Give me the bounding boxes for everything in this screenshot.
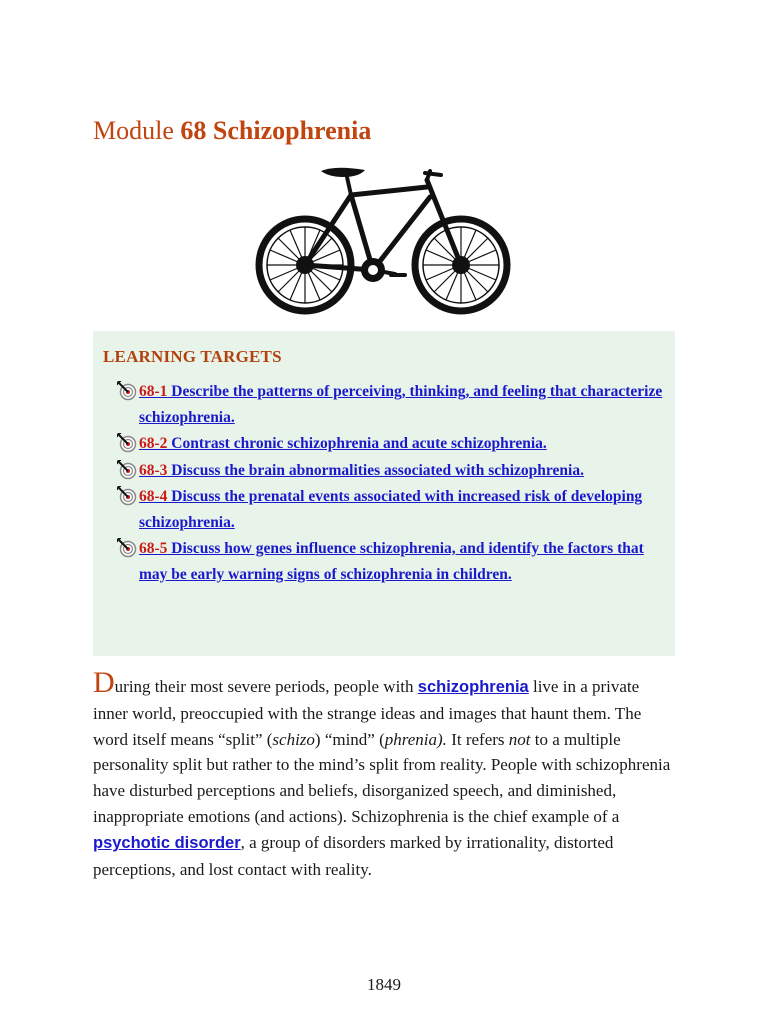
target-arrow-icon bbox=[117, 486, 137, 506]
module-title bbox=[93, 112, 371, 150]
learning-target-link[interactable]: 68-5 Discuss how genes influence schizophrenia, and identify the factors that may be early warning signs of schizophrenia in children. bbox=[139, 540, 644, 583]
learning-target-item bbox=[103, 458, 665, 484]
learning-target-link[interactable]: 68-4 Discuss the prenatal events associated with increased risk of developing schizophrenia. bbox=[139, 488, 643, 531]
target-arrow-icon bbox=[117, 433, 137, 453]
learning-target-item bbox=[103, 379, 665, 430]
italic-schizo: schizo bbox=[272, 729, 315, 749]
module-number: 68 bbox=[180, 116, 207, 145]
learning-target-item bbox=[103, 484, 665, 535]
page-number: 1849 bbox=[367, 975, 401, 994]
learning-targets-list bbox=[103, 379, 665, 587]
italic-phrenia: phrenia). bbox=[384, 729, 447, 749]
learning-target-item bbox=[103, 431, 665, 457]
learning-target-link[interactable]: 68-1 Describe the patterns of perceiving, thinking, and feeling that characterize schizophrenia. bbox=[139, 383, 663, 426]
learning-target-item bbox=[103, 536, 665, 587]
body-paragraph: During their most severe periods, people with schizophrenia live in a private inner world, preoccupied with the strange ideas and images that haunt them. The word itself means “split” (schizo) “mind” (phrenia). It refers not to a multiple personality split but rather to the mind’s split from reality. People with schizophrenia have disturbed perceptions and beliefs, disorganized speech, and diminished, inappropriate emotions (and actions). Schizophrenia is the chief example of a psychotic disorder, a group of disorders marked by irrationality, distorted perceptions, and lost contact with reality. bbox=[93, 666, 671, 879]
glossary-link-schizophrenia[interactable]: schizophrenia bbox=[417, 678, 529, 696]
learning-target-link[interactable]: 68-3 Discuss the brain abnormalities associated with schizophrenia. bbox=[139, 461, 584, 479]
learning-target-link[interactable]: 68-2 Contrast chronic schizophrenia and acute schizophrenia. bbox=[139, 435, 547, 452]
module-word: Module bbox=[93, 116, 174, 145]
learning-targets-box bbox=[93, 331, 675, 656]
drop-cap: D bbox=[93, 666, 115, 699]
module-name: Schizophrenia bbox=[212, 116, 372, 145]
target-arrow-icon bbox=[117, 381, 137, 401]
learning-targets-heading: LEARNING TARGETS bbox=[103, 347, 282, 366]
target-arrow-icon bbox=[117, 460, 137, 480]
italic-not: not bbox=[508, 729, 531, 749]
bicycle-icon bbox=[255, 165, 513, 315]
glossary-link-psychotic-disorder[interactable]: psychotic disorder bbox=[93, 833, 241, 852]
target-arrow-icon bbox=[117, 538, 137, 558]
